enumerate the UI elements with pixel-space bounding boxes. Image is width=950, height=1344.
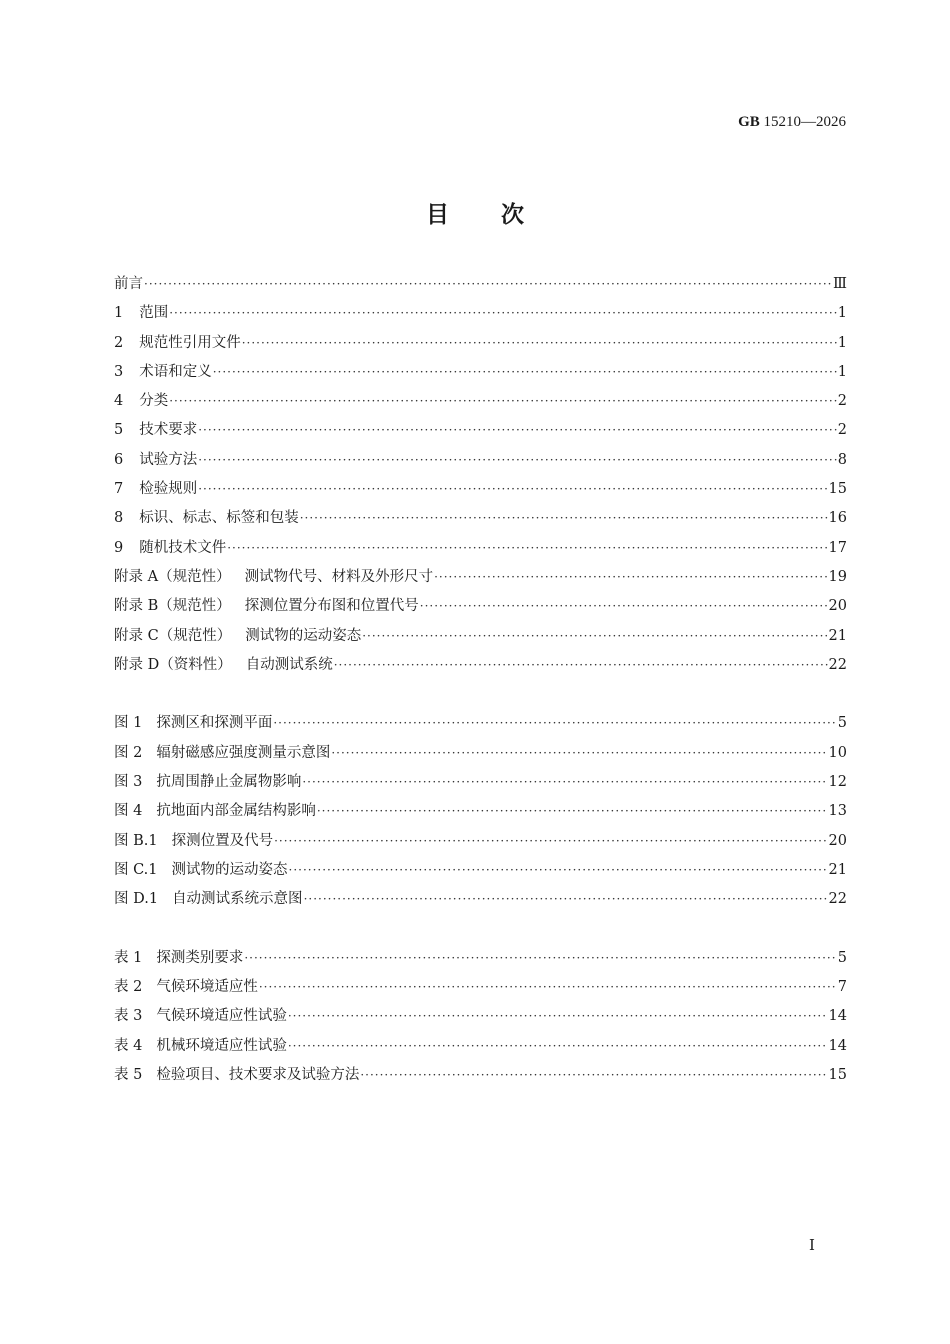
- toc-entry[interactable]: [114, 651, 847, 680]
- toc-entry-label: 测试物代号、材料及外形尺寸: [244, 568, 434, 585]
- dot-leader: [227, 534, 827, 563]
- toc-entry-label: 探测位置分布图和位置代号: [244, 598, 419, 615]
- toc-entry-label: 规范性引用文件: [139, 334, 241, 351]
- dot-leader: [144, 270, 832, 299]
- toc-entry[interactable]: [114, 709, 847, 738]
- toc-entry[interactable]: [114, 358, 847, 387]
- toc-entry-number: 表 1: [114, 949, 143, 966]
- toc-entry-number: 图 3: [114, 774, 143, 791]
- toc-entry-number: 附录 C（规范性）: [114, 627, 232, 644]
- toc-entry-number: 1: [114, 305, 124, 322]
- toc-entry-label: 检验规则: [139, 481, 198, 498]
- standard-number: 15210—2026: [763, 114, 846, 130]
- dot-leader: [273, 709, 836, 738]
- toc-entry-label: 测试物的运动姿态: [171, 861, 288, 878]
- toc-entry-label: 气候环境适应性: [156, 979, 258, 996]
- toc-entry-number: 表 3: [114, 1008, 143, 1025]
- dot-leader: [420, 592, 828, 621]
- dot-leader: [317, 797, 828, 826]
- toc-entry-page: 5: [837, 715, 847, 732]
- toc-entry[interactable]: [114, 387, 847, 416]
- toc-entry[interactable]: [114, 1061, 847, 1090]
- toc-entry[interactable]: [114, 270, 847, 299]
- toc-entry-label: 抗周围静止金属物影响: [156, 774, 302, 791]
- toc-entry-page: 16: [828, 510, 847, 527]
- toc-entry-label: 测试物的运动姿态: [245, 627, 362, 644]
- toc-entry-number: 表 2: [114, 979, 143, 996]
- toc-entry[interactable]: [114, 1032, 847, 1061]
- toc-entry-label: 机械环境适应性试验: [156, 1037, 287, 1054]
- toc-entry-page: 22: [828, 656, 847, 673]
- toc-entry[interactable]: [114, 416, 847, 445]
- toc-entry-label: 辐射磁感应强度测量示意图: [156, 744, 331, 761]
- toc-entry-number: 图 4: [114, 803, 143, 820]
- toc-entry-page: 21: [828, 627, 847, 644]
- toc-entry[interactable]: [114, 622, 847, 651]
- page-number: Ⅰ: [809, 1238, 815, 1254]
- toc-entry[interactable]: [114, 475, 847, 504]
- dot-leader: [242, 329, 837, 358]
- dot-leader: [304, 885, 828, 914]
- dot-leader: [288, 1032, 828, 1061]
- toc-entry-number: 附录 B（规范性）: [114, 598, 231, 615]
- toc-entry-number: 图 2: [114, 744, 143, 761]
- toc-entry-number: 图 1: [114, 715, 143, 732]
- dot-leader: [259, 973, 837, 1002]
- dot-leader: [274, 827, 827, 856]
- toc-figures: [114, 709, 847, 914]
- toc-entry[interactable]: [114, 534, 847, 563]
- dot-leader: [169, 387, 837, 416]
- toc-entry-number: 8: [114, 510, 124, 527]
- toc-entry-page: 15: [828, 481, 847, 498]
- toc-entry[interactable]: [114, 885, 847, 914]
- toc-entry-page: 2: [837, 393, 847, 410]
- table-of-contents: [114, 270, 847, 1090]
- standard-prefix: GB: [738, 114, 760, 130]
- toc-entry-page: 14: [828, 1037, 847, 1054]
- toc-entry[interactable]: [114, 329, 847, 358]
- page-title: 目次: [426, 202, 576, 228]
- toc-entry[interactable]: [114, 563, 847, 592]
- toc-entry-label: 术语和定义: [139, 363, 212, 380]
- toc-entry-page: 12: [828, 774, 847, 791]
- group-spacer: [114, 915, 847, 944]
- toc-entry[interactable]: [114, 768, 847, 797]
- toc-entry-label: 自动测试系统示意图: [172, 891, 303, 908]
- toc-entry-number: 5: [114, 422, 124, 439]
- toc-entry-label: 前言: [114, 276, 143, 292]
- toc-entry-page: 5: [837, 949, 847, 966]
- dot-leader: [362, 622, 827, 651]
- toc-entry-number: 表 4: [114, 1037, 143, 1054]
- toc-tables: [114, 944, 847, 1090]
- toc-entry-number: 2: [114, 334, 124, 351]
- toc-entry-number: 表 5: [114, 1067, 143, 1084]
- dot-leader: [300, 504, 828, 533]
- toc-sections: [114, 270, 847, 680]
- toc-entry-page: 7: [837, 979, 847, 996]
- toc-entry-label: 检验项目、技术要求及试验方法: [156, 1067, 360, 1084]
- toc-entry[interactable]: [114, 944, 847, 973]
- dot-leader: [169, 299, 837, 328]
- toc-entry-label: 标识、标志、标签和包装: [139, 510, 299, 527]
- group-spacer: [114, 680, 847, 709]
- toc-entry-number: 3: [114, 363, 124, 380]
- toc-entry[interactable]: [114, 827, 847, 856]
- toc-entry-number: 6: [114, 451, 124, 468]
- toc-entry-label: 探测类别要求: [156, 949, 244, 966]
- toc-entry-page: Ⅲ: [833, 276, 847, 292]
- toc-entry-page: 10: [828, 744, 847, 761]
- toc-entry-number: 附录 D（资料性）: [114, 656, 232, 673]
- toc-entry-label: 随机技术文件: [139, 539, 227, 556]
- toc-entry-label: 探测区和探测平面: [156, 715, 273, 732]
- standard-code: [738, 114, 846, 131]
- toc-entry-page: 22: [828, 891, 847, 908]
- toc-entry-number: 9: [114, 539, 124, 556]
- toc-entry-page: 2: [837, 422, 847, 439]
- dot-leader: [198, 475, 827, 504]
- dot-leader: [198, 416, 837, 445]
- toc-entry-number: 4: [114, 393, 124, 410]
- toc-entry[interactable]: [114, 797, 847, 826]
- toc-entry-page: 14: [828, 1008, 847, 1025]
- toc-entry-number: 7: [114, 481, 124, 498]
- toc-entry[interactable]: [114, 1002, 847, 1031]
- toc-entry-label: 抗地面内部金属结构影响: [156, 803, 316, 820]
- dot-leader: [213, 358, 837, 387]
- toc-entry[interactable]: [114, 299, 847, 328]
- toc-entry-label: 技术要求: [139, 422, 198, 439]
- dot-leader: [302, 768, 827, 797]
- dot-leader: [289, 856, 828, 885]
- toc-entry[interactable]: [114, 739, 847, 768]
- toc-entry-number: 图 C.1: [114, 861, 158, 878]
- dot-leader: [360, 1061, 827, 1090]
- toc-entry-label: 范围: [139, 305, 169, 322]
- toc-entry-page: 1: [837, 363, 847, 380]
- dot-leader: [334, 651, 828, 680]
- toc-entry-page: 13: [828, 803, 847, 820]
- dot-leader: [434, 563, 827, 592]
- toc-entry-label: 气候环境适应性试验: [156, 1008, 287, 1025]
- toc-entry-label: 自动测试系统: [245, 656, 333, 673]
- dot-leader: [244, 944, 836, 973]
- toc-entry[interactable]: [114, 973, 847, 1002]
- toc-entry-page: 8: [837, 451, 847, 468]
- toc-entry-page: 20: [828, 832, 847, 849]
- toc-entry[interactable]: [114, 504, 847, 533]
- toc-entry-page: 21: [828, 861, 847, 878]
- toc-entry-page: 20: [828, 598, 847, 615]
- dot-leader: [198, 446, 837, 475]
- toc-entry-label: 分类: [139, 393, 169, 410]
- toc-entry-page: 15: [828, 1067, 847, 1084]
- toc-entry-number: 图 B.1: [114, 832, 158, 849]
- dot-leader: [331, 739, 827, 768]
- toc-entry-number: 附录 A（规范性）: [114, 568, 231, 585]
- toc-entry-label: 试验方法: [139, 451, 198, 468]
- toc-entry-label: 探测位置及代号: [171, 832, 274, 849]
- toc-entry-page: 1: [837, 305, 847, 322]
- toc-entry-page: 1: [837, 334, 847, 351]
- toc-entry-page: 19: [828, 568, 847, 585]
- toc-entry-page: 17: [828, 539, 847, 556]
- toc-entry[interactable]: [114, 856, 847, 885]
- toc-entry[interactable]: [114, 592, 847, 621]
- toc-entry-number: 图 D.1: [114, 891, 159, 908]
- dot-leader: [288, 1002, 828, 1031]
- toc-entry[interactable]: [114, 446, 847, 475]
